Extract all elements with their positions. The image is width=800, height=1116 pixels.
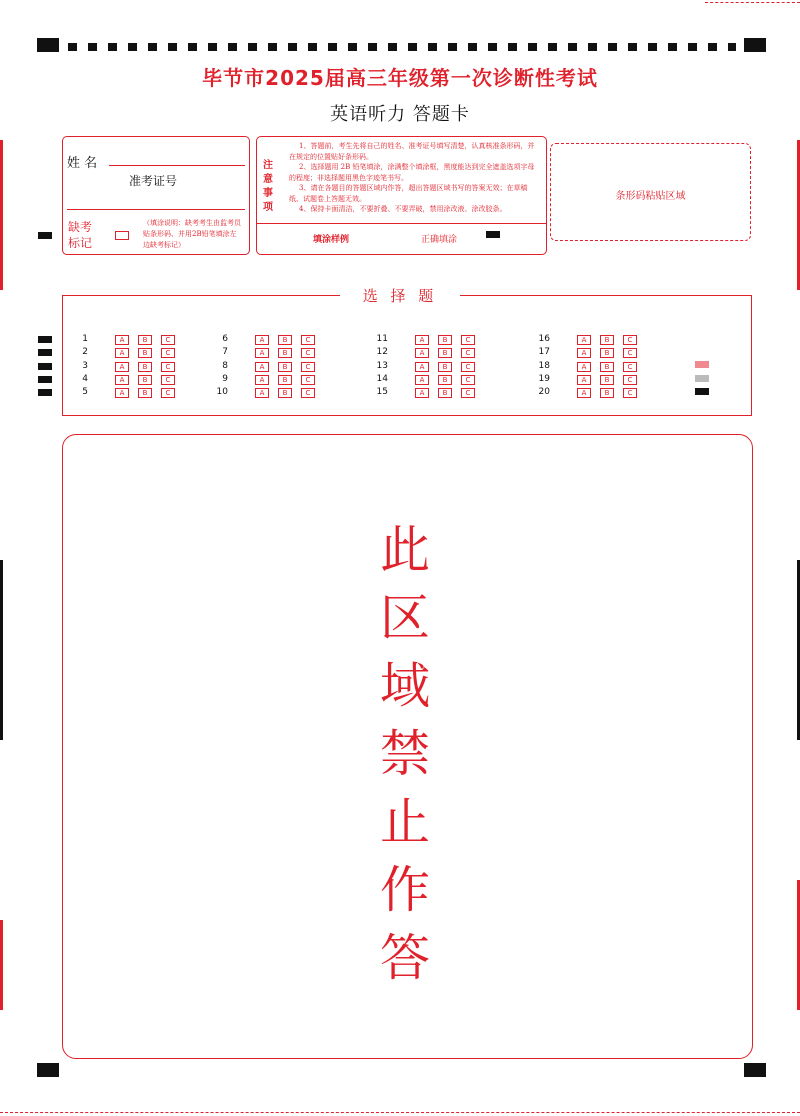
side-stripe-left-2 xyxy=(0,560,3,740)
notice-box xyxy=(256,136,547,255)
row-timing-mark xyxy=(38,336,52,343)
answer-bubble[interactable]: B xyxy=(278,335,292,345)
answer-bubble[interactable]: B xyxy=(438,335,452,345)
notice-heading-char: 注 xyxy=(263,160,273,171)
question-number: 7 xyxy=(222,347,228,357)
exam-id-line xyxy=(67,209,245,210)
answer-bubble[interactable]: A xyxy=(577,375,591,385)
answer-bubble[interactable]: A xyxy=(577,348,591,358)
answer-bubble[interactable]: C xyxy=(161,362,175,372)
answer-bubble[interactable]: A xyxy=(577,388,591,398)
answer-bubble[interactable]: C xyxy=(161,388,175,398)
notice-divider xyxy=(257,223,546,224)
corner-mark-bottom-right xyxy=(744,1063,766,1077)
row-timing-mark xyxy=(38,389,52,396)
answer-bubble[interactable]: C xyxy=(623,375,637,385)
answer-bubble[interactable]: B xyxy=(138,375,152,385)
notice-item: 1、答题前，考生先将自己的姓名、准考证号填写清楚，认真核准条形码，并在规定的位置贴好条形码。 xyxy=(289,142,535,161)
answer-bubble[interactable]: B xyxy=(138,362,152,372)
forbidden-char: 答 xyxy=(380,929,430,987)
answer-bubble[interactable]: B xyxy=(438,388,452,398)
question-number: 18 xyxy=(538,361,550,371)
question-number: 16 xyxy=(538,334,550,344)
answer-bubble[interactable]: A xyxy=(577,362,591,372)
exam-id-label: 准考证号 xyxy=(129,174,178,188)
cut-line-top xyxy=(705,2,800,3)
notice-heading-char: 意 xyxy=(263,174,273,185)
answer-bubble[interactable]: C xyxy=(461,335,475,345)
row-timing-mark xyxy=(38,376,52,383)
absent-label-2: 标记 xyxy=(68,236,93,250)
answer-bubble[interactable]: A xyxy=(115,388,129,398)
answer-bubble[interactable]: C xyxy=(301,388,315,398)
question-number: 10 xyxy=(216,387,228,397)
question-number: 14 xyxy=(376,374,388,384)
answer-bubble[interactable]: A xyxy=(415,335,429,345)
answer-bubble[interactable]: C xyxy=(461,388,475,398)
answer-bubble[interactable]: B xyxy=(278,388,292,398)
answer-bubble[interactable]: B xyxy=(278,348,292,358)
answer-bubble[interactable]: A xyxy=(255,375,269,385)
forbidden-char: 止 xyxy=(380,793,430,851)
question-number: 17 xyxy=(538,347,550,357)
absent-note: （填涂说明：缺考考生由监考员贴条形码、并用2B铅笔填涂左边缺考标记） xyxy=(143,219,241,249)
row-timing-mark xyxy=(38,349,52,356)
answer-bubble[interactable]: A xyxy=(115,375,129,385)
forbidden-char: 作 xyxy=(380,861,430,919)
answer-bubble[interactable]: B xyxy=(600,335,614,345)
forbidden-char: 此 xyxy=(380,521,430,579)
question-number: 9 xyxy=(222,374,228,384)
question-number: 19 xyxy=(538,374,550,384)
answer-bubble[interactable]: A xyxy=(415,375,429,385)
answer-bubble[interactable]: A xyxy=(577,335,591,345)
answer-bubble[interactable]: A xyxy=(115,362,129,372)
pink-swatch xyxy=(695,361,709,368)
answer-bubble[interactable]: B xyxy=(138,388,152,398)
answer-bubble[interactable]: A xyxy=(415,388,429,398)
question-number: 5 xyxy=(82,387,88,397)
absent-label-1: 缺考 xyxy=(68,220,93,234)
answer-bubble[interactable]: C xyxy=(461,348,475,358)
barcode-area xyxy=(550,143,751,241)
answer-bubble[interactable]: A xyxy=(415,348,429,358)
absent-timing-mark xyxy=(38,232,52,239)
student-info-box xyxy=(62,136,250,255)
question-number: 11 xyxy=(376,334,388,344)
name-line xyxy=(109,165,245,166)
side-stripe-left-3 xyxy=(0,920,3,1010)
question-number: 13 xyxy=(376,361,388,371)
question-number: 3 xyxy=(82,361,88,371)
name-label: 姓 名 xyxy=(67,156,98,171)
answer-bubble[interactable]: A xyxy=(255,388,269,398)
answer-bubble[interactable]: B xyxy=(138,335,152,345)
answer-bubble[interactable]: C xyxy=(301,362,315,372)
answer-bubble[interactable]: B xyxy=(600,375,614,385)
answer-bubble[interactable]: A xyxy=(115,335,129,345)
question-number: 15 xyxy=(376,387,388,397)
exam-title: 毕节市2025届高三年级第一次诊断性考试 xyxy=(202,66,598,90)
card-subtitle: 英语听力 答题卡 xyxy=(330,104,470,125)
answer-bubble[interactable]: C xyxy=(161,335,175,345)
question-number: 2 xyxy=(82,347,88,357)
timing-track xyxy=(68,43,736,51)
correct-label: 正确填涂 xyxy=(421,235,458,245)
notice-heading-char: 事 xyxy=(263,188,273,199)
answer-bubble[interactable]: B xyxy=(438,375,452,385)
gray-swatch xyxy=(695,375,709,382)
answer-bubble[interactable]: C xyxy=(623,362,637,372)
notice-heading xyxy=(263,159,277,215)
answer-bubble[interactable]: C xyxy=(301,335,315,345)
question-number: 1 xyxy=(82,334,88,344)
forbidden-char: 域 xyxy=(380,657,430,715)
row-timing-mark xyxy=(38,363,52,370)
answer-bubble[interactable]: A xyxy=(255,362,269,372)
forbidden-char: 区 xyxy=(380,589,430,647)
answer-bubble[interactable]: C xyxy=(301,375,315,385)
answer-bubble[interactable]: C xyxy=(623,348,637,358)
answer-bubble[interactable]: C xyxy=(461,362,475,372)
answer-bubble[interactable]: C xyxy=(301,348,315,358)
question-number: 8 xyxy=(222,361,228,371)
answer-bubble[interactable]: C xyxy=(161,375,175,385)
answer-bubble[interactable]: B xyxy=(600,348,614,358)
corner-mark-top-left xyxy=(37,38,59,52)
answer-bubble[interactable]: C xyxy=(623,335,637,345)
answer-bubble[interactable]: B xyxy=(438,362,452,372)
answer-bubble[interactable]: C xyxy=(623,388,637,398)
notice-heading-char: 项 xyxy=(263,202,273,213)
absent-checkbox[interactable] xyxy=(115,231,129,240)
notice-item: 2、选择题用 2B 铅笔填涂，涂满整个填涂框，黑度能达到完全遮盖选项字母的程度；非选择题用黑色字迹笔书写。 xyxy=(289,163,535,182)
notice-item: 3、请在各题目的答题区域内作答，超出答题区域书写的答案无效；在草稿纸、试题卷上答题无效。 xyxy=(289,184,528,203)
corner-mark-bottom-left xyxy=(37,1063,59,1077)
answer-bubble[interactable]: B xyxy=(600,362,614,372)
question-number: 12 xyxy=(376,347,388,357)
question-number: 6 xyxy=(222,334,228,344)
answer-bubble[interactable]: A xyxy=(255,335,269,345)
notice-item: 4、保持卡面清洁，不要折叠、不要弄破，禁用涂改液、涂改胶条。 xyxy=(299,205,507,213)
answer-bubble[interactable]: B xyxy=(278,362,292,372)
choice-section-title: 选 择 题 xyxy=(340,285,460,306)
cut-line-bottom xyxy=(0,1112,800,1113)
answer-bubble[interactable]: A xyxy=(415,362,429,372)
forbidden-char: 禁 xyxy=(380,725,430,783)
answer-bubble[interactable]: C xyxy=(161,348,175,358)
answer-bubble[interactable]: B xyxy=(278,375,292,385)
barcode-label: 条形码粘贴区域 xyxy=(615,191,686,202)
answer-bubble[interactable]: B xyxy=(600,388,614,398)
answer-bubble[interactable]: C xyxy=(461,375,475,385)
side-stripe-left-1 xyxy=(0,140,3,290)
notice-list xyxy=(289,141,539,215)
black-swatch xyxy=(695,388,709,395)
sample-label: 填涂样例 xyxy=(313,235,350,245)
question-number: 4 xyxy=(82,374,88,384)
corner-mark-top-right xyxy=(744,38,766,52)
answer-bubble[interactable]: B xyxy=(138,348,152,358)
correct-fill-sample xyxy=(486,231,500,238)
answer-bubble[interactable]: A xyxy=(255,348,269,358)
answer-bubble[interactable]: A xyxy=(115,348,129,358)
answer-bubble[interactable]: B xyxy=(438,348,452,358)
question-number: 20 xyxy=(538,387,550,397)
